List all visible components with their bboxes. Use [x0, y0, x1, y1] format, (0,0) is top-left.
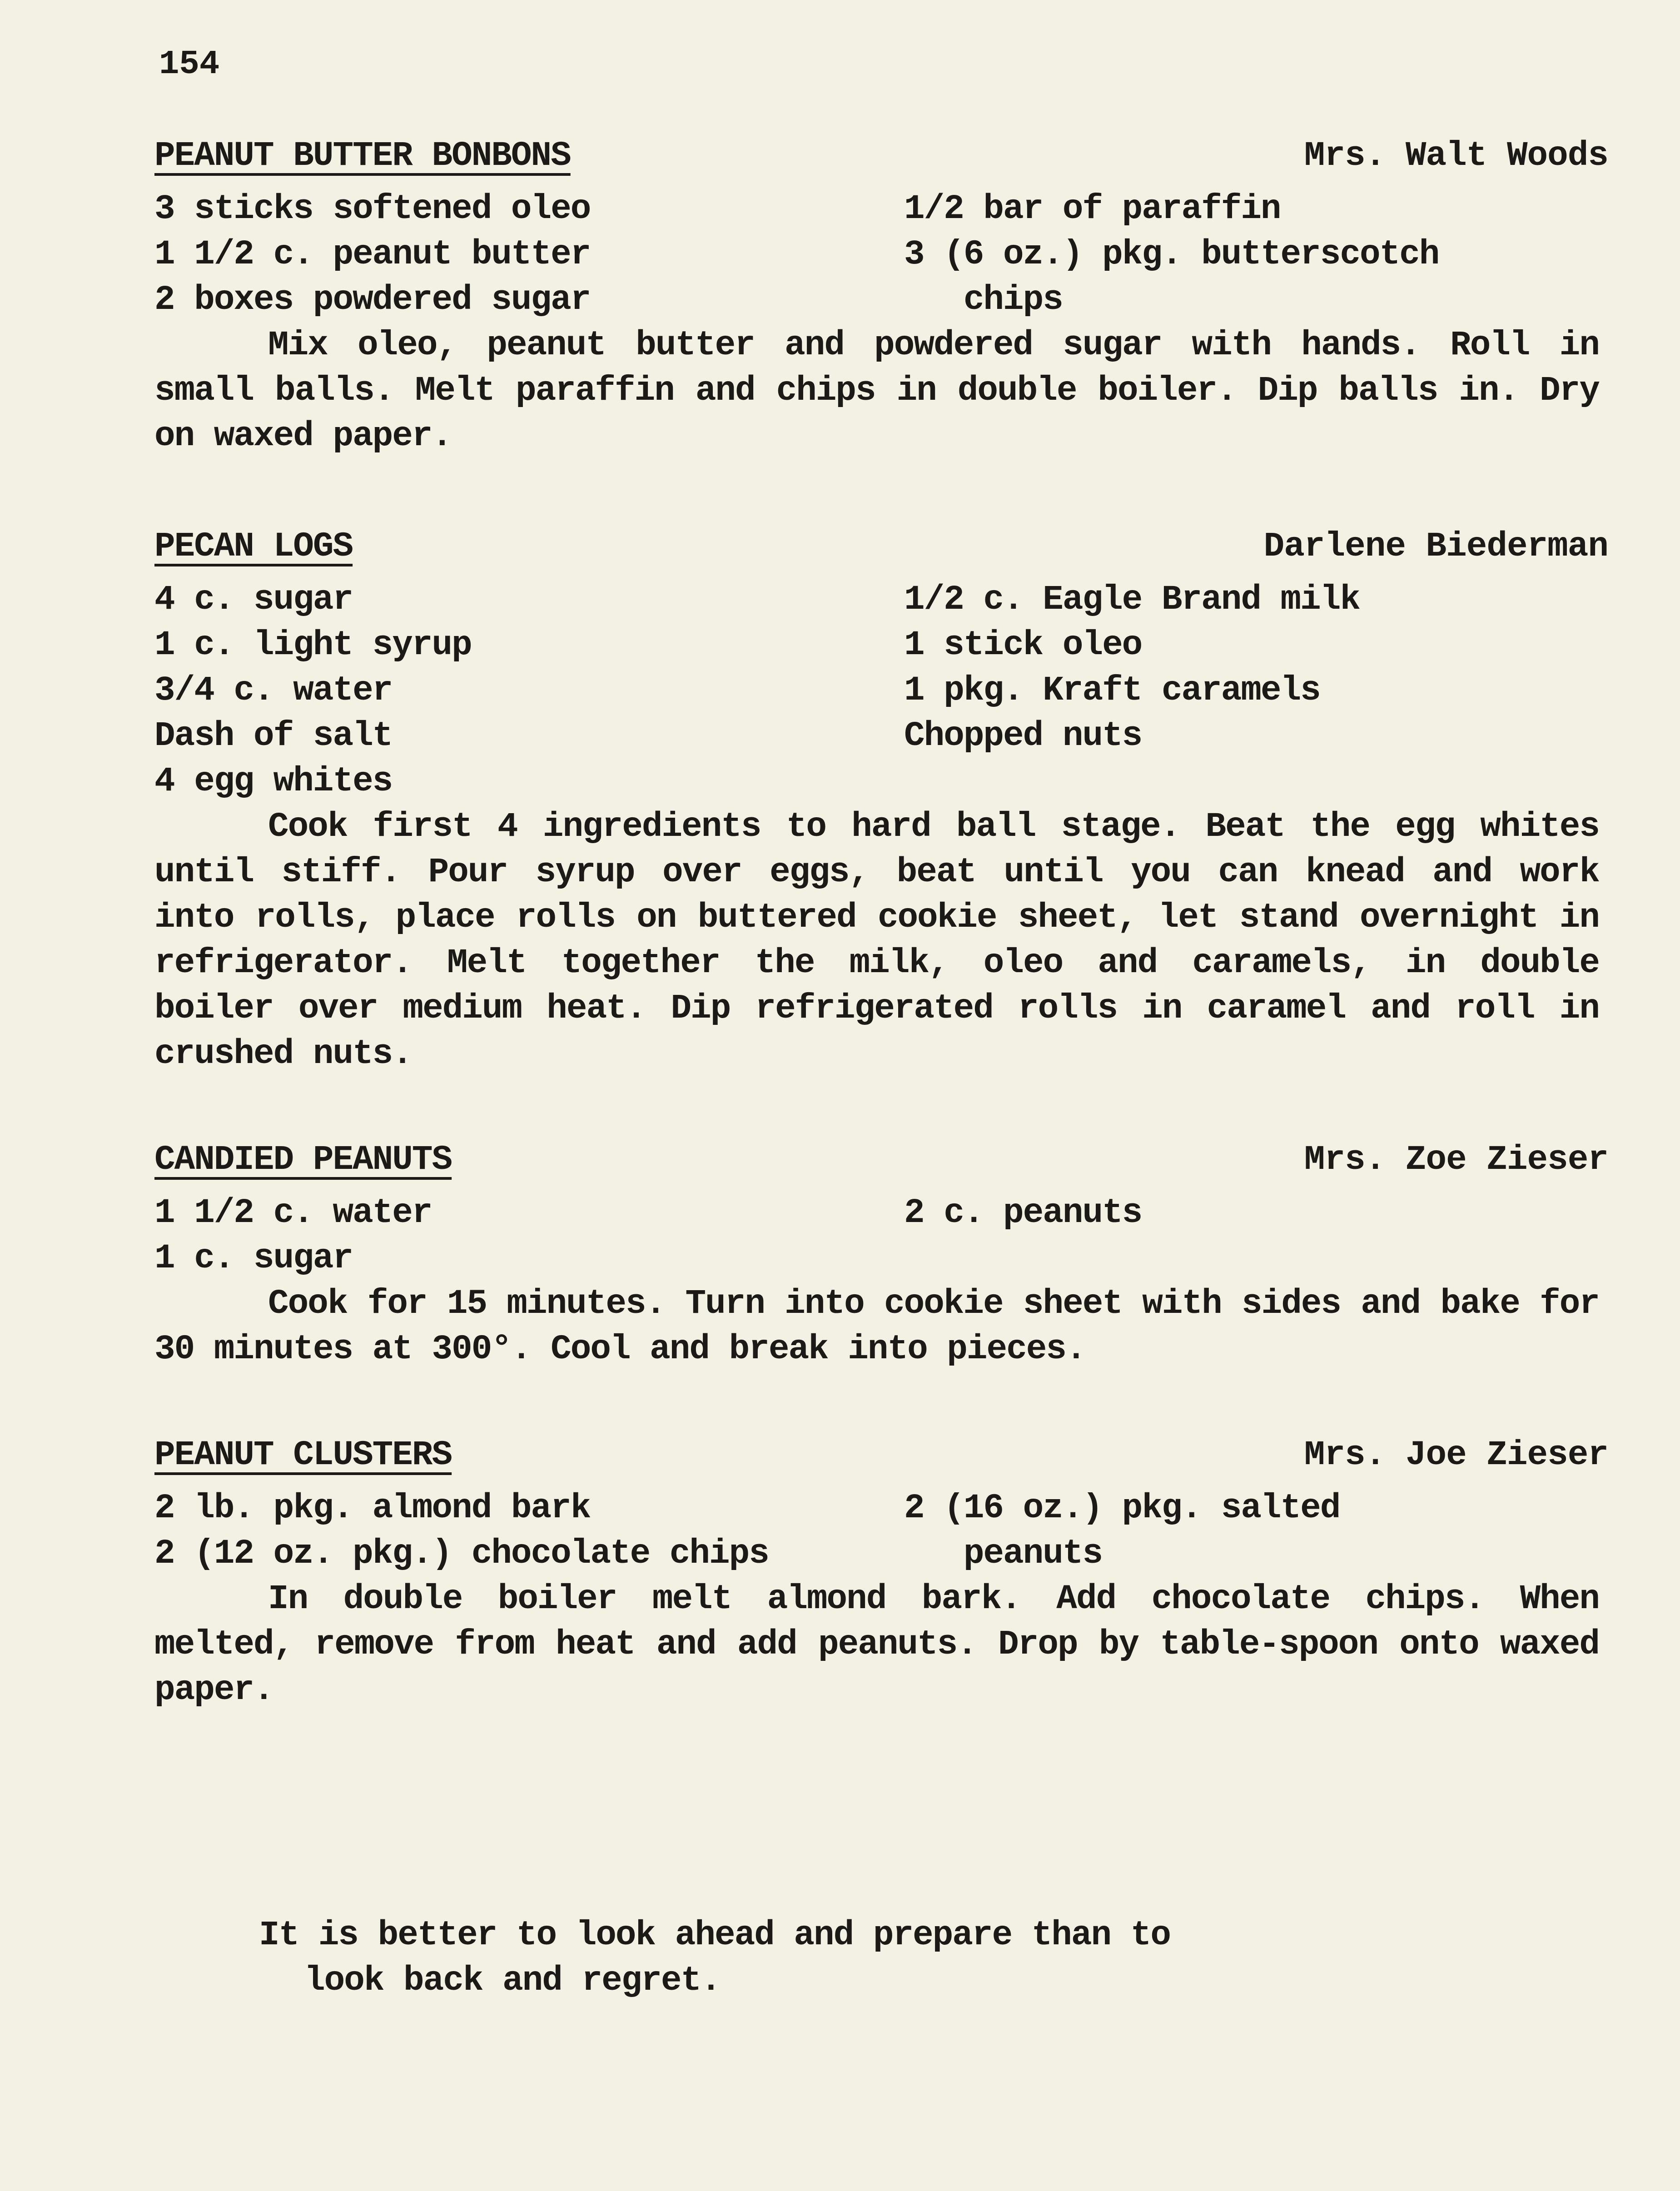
ingredient: 1/2 c. Eagle Brand milk: [904, 580, 1360, 619]
ingredient-list: [154, 577, 1608, 804]
recipe-author: Mrs. Joe Zieser: [1304, 1436, 1608, 1475]
ingredient: 3/4 c. water: [154, 671, 393, 710]
ingredient: 2 c. peanuts: [904, 1193, 1142, 1232]
ingredient: 1 1/2 c. peanut butter: [154, 235, 591, 274]
ingredient-list: [154, 1190, 1608, 1281]
ingredient: 2 lb. pkg. almond bark: [154, 1489, 591, 1528]
recipe-header: [154, 1436, 1608, 1481]
quote-line-2: look back and regret.: [304, 1961, 721, 2000]
ingredient-column-right: [904, 1190, 1586, 1281]
ingredient: 1 1/2 c. water: [154, 1193, 432, 1232]
ingredient-column-right: [904, 577, 1586, 804]
recipe-title: PECAN LOGS: [154, 527, 353, 566]
recipe-directions: Cook for 15 minutes. Turn into cookie sheet with sides and bake for 30 minutes at 300°. Cool and break into pieces.: [154, 1284, 1599, 1369]
recipe-peanut-butter-bonbons: [154, 136, 1608, 459]
recipe-header: [154, 1140, 1608, 1186]
recipe-peanut-clusters: [154, 1436, 1608, 1713]
ingredient-column-right: [904, 186, 1586, 323]
ingredient: chips: [904, 280, 1063, 319]
recipe-author: Mrs. Zoe Zieser: [1304, 1140, 1608, 1179]
recipe-directions: Mix oleo, peanut butter and powdered sugar with hands. Roll in small balls. Melt paraffin and chips in double boiler. Dip balls in. Dry on waxed paper.: [154, 326, 1599, 456]
recipe-author: Darlene Biederman: [1263, 527, 1608, 566]
ingredient: Chopped nuts: [904, 716, 1142, 755]
ingredient-column-left: [154, 1190, 904, 1281]
ingredient: 3 (6 oz.) pkg. butterscotch: [904, 235, 1439, 274]
recipe-directions: In double boiler melt almond bark. Add chocolate chips. When melted, remove from heat and add peanuts. Drop by table-spoon onto waxed paper.: [154, 1580, 1599, 1709]
ingredient-column-left: [154, 1486, 904, 1576]
ingredient: 2 boxes powdered sugar: [154, 280, 591, 319]
ingredient-list: [154, 1486, 1608, 1576]
footer-quote: [259, 1913, 1170, 2003]
ingredient: 2 (16 oz.) pkg. salted: [904, 1489, 1340, 1528]
ingredient: 1 c. light syrup: [154, 626, 472, 665]
ingredient-column-left: [154, 186, 904, 323]
ingredient: 1 stick oleo: [904, 626, 1142, 665]
ingredient: 2 (12 oz. pkg.) chocolate chips: [154, 1534, 769, 1573]
recipe-title: PEANUT BUTTER BONBONS: [154, 136, 571, 175]
quote-line-1: It is better to look ahead and prepare than to: [259, 1916, 1170, 1955]
ingredient: 1 pkg. Kraft caramels: [904, 671, 1320, 710]
ingredient-column-right: [904, 1486, 1586, 1576]
ingredient: 3 sticks softened oleo: [154, 189, 591, 229]
ingredient: 1 c. sugar: [154, 1239, 353, 1278]
page-number: 154: [159, 45, 220, 84]
ingredient-list: [154, 186, 1608, 323]
recipe-title: PEANUT CLUSTERS: [154, 1436, 452, 1475]
recipe-header: [154, 136, 1608, 182]
recipe-header: [154, 527, 1608, 572]
recipe-pecan-logs: [154, 527, 1608, 1077]
ingredient: 1/2 bar of paraffin: [904, 189, 1281, 229]
ingredient: Dash of salt: [154, 716, 393, 755]
ingredient: 4 egg whites: [154, 762, 393, 801]
recipe-directions: Cook first 4 ingredients to hard ball stage. Beat the egg whites until stiff. Pour syrup over eggs, beat until you can knead and work into rolls, place rolls on buttered cookie sheet, let stand overnight in refrigerator. Melt together the milk, oleo and caramels, in double boiler over medium heat. Dip refrigerated rolls in caramel and roll in crushed nuts.: [154, 807, 1599, 1073]
ingredient-column-left: [154, 577, 904, 804]
recipe-candied-peanuts: [154, 1140, 1608, 1372]
ingredient: 4 c. sugar: [154, 580, 353, 619]
recipe-title: CANDIED PEANUTS: [154, 1140, 452, 1179]
ingredient: peanuts: [904, 1534, 1103, 1573]
recipe-author: Mrs. Walt Woods: [1304, 136, 1608, 175]
